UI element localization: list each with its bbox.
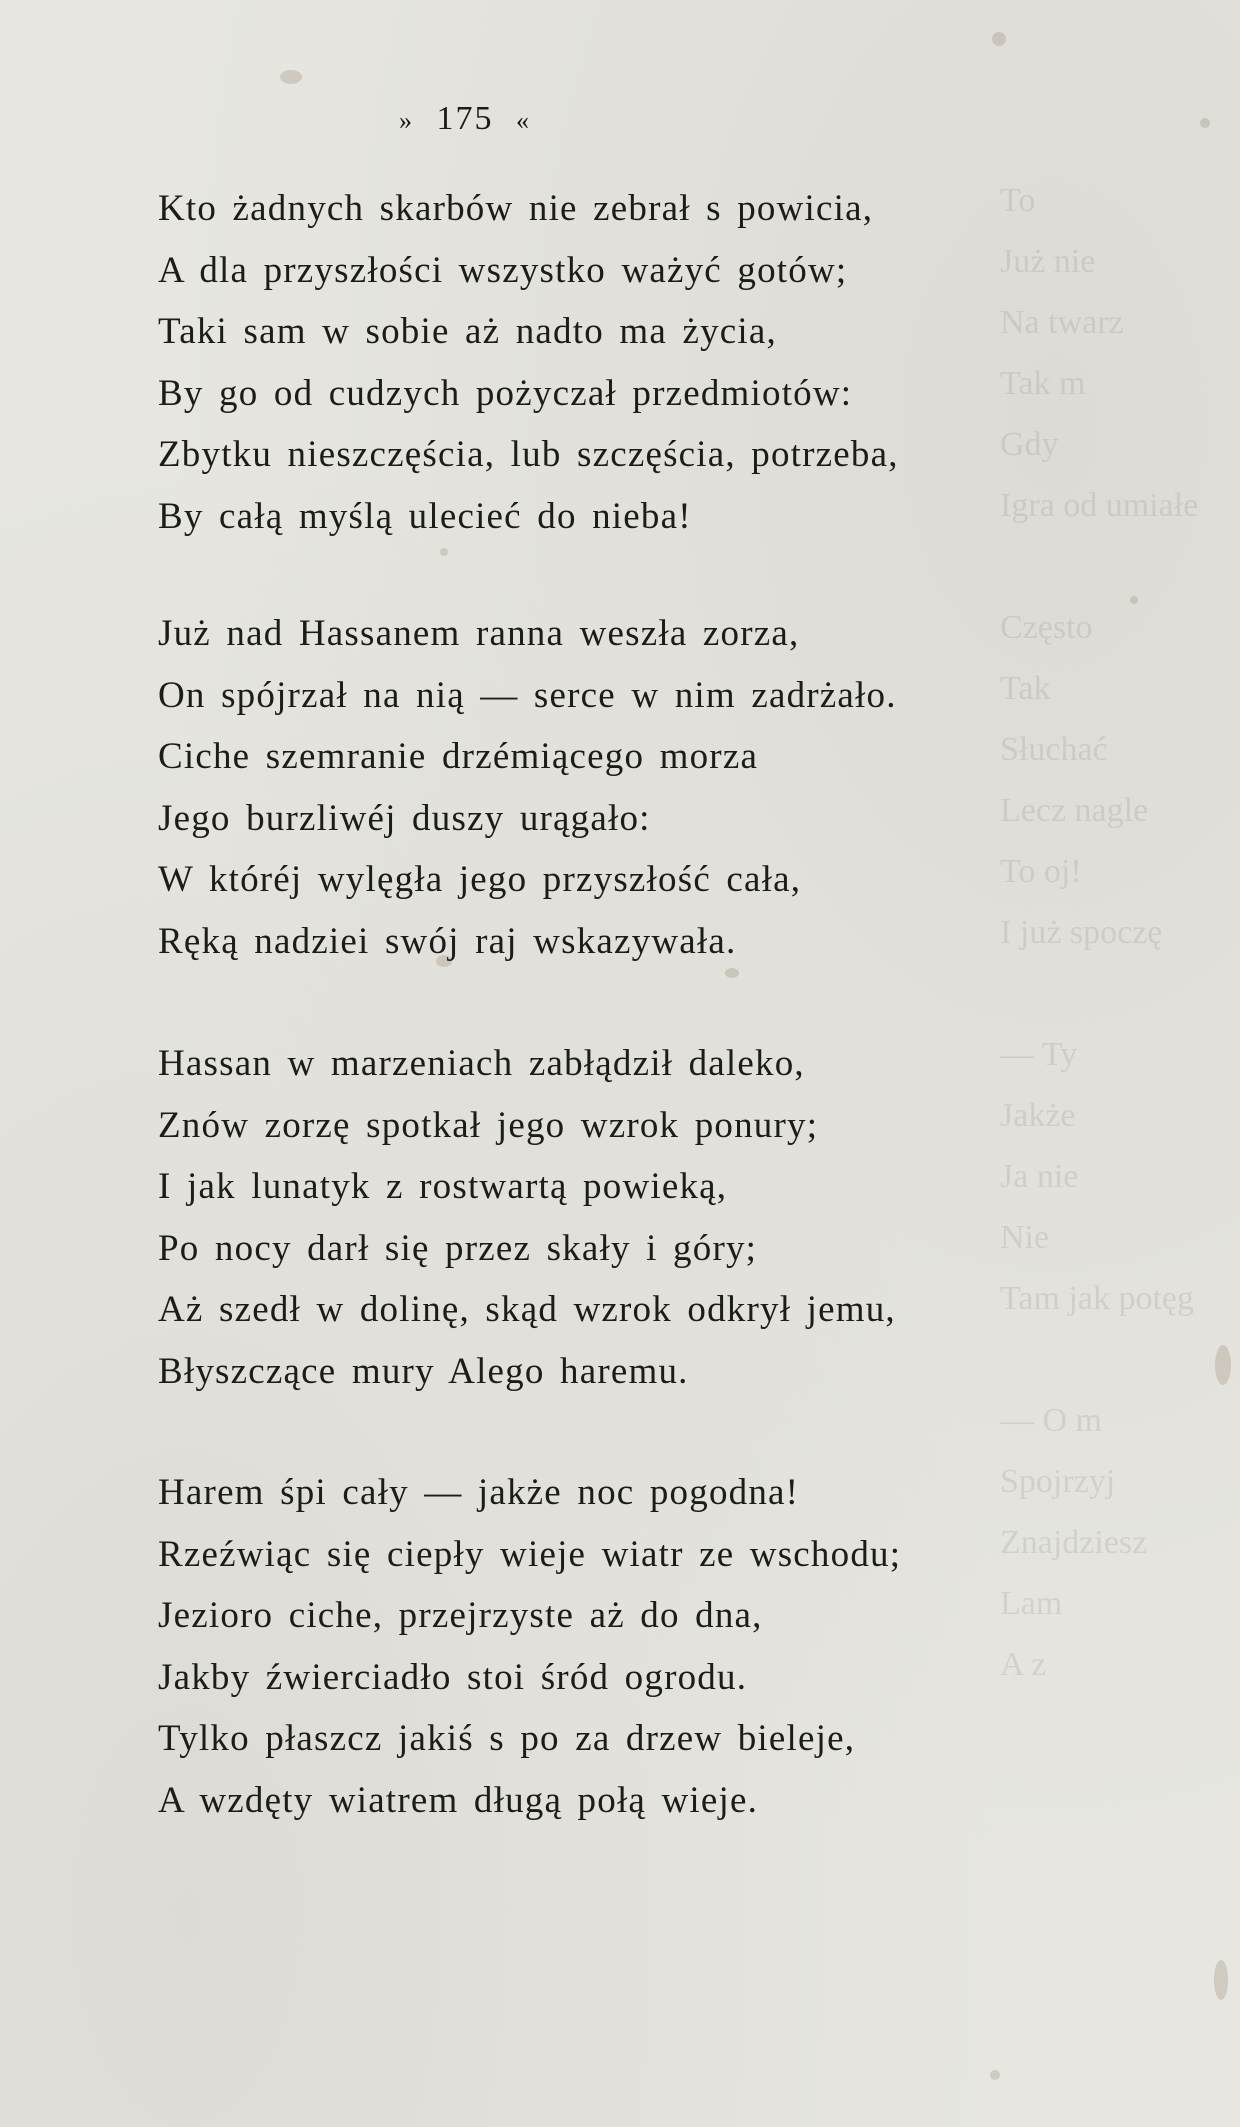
verse-line: Ciche szemranie drzémiącego morza [158, 736, 759, 777]
verse-line: W któréj wylęgła jego przyszłość cała, [158, 859, 802, 900]
stanza [158, 1462, 1038, 1831]
foxing-spot [1214, 1960, 1228, 2000]
verse-line: I jak lunatyk z rostwartą powieką, [158, 1166, 728, 1207]
verse-line: Już nad Hassanem ranna weszła zorza, [158, 613, 800, 654]
stanza [158, 178, 1038, 547]
show-through-text: To Już nie Na twarz Tak m Gdy Igra od umiałe Często Tak Słuchać Lecz nagle To oj! I już spoczę — Ty Jakże Ja nie Nie Tam jak potęg — O m Spojrzyj Znajdziesz Lam A z [1000, 182, 1199, 1683]
verse-line: Harem śpi cały — jakże noc pogodna! [158, 1472, 800, 1513]
verse-line: Hassan w marzeniach zabłądził daleko, [158, 1043, 805, 1084]
foxing-spot [1215, 1345, 1231, 1385]
verse-line: Zbytku nieszczęścia, lub szczęścia, potrzeba, [158, 434, 899, 475]
foxing-spot [992, 32, 1006, 46]
foxing-spot [1200, 118, 1210, 128]
verse-line: Błyszczące mury Alego haremu. [158, 1350, 689, 1392]
verse-line: Jego burzliwéj duszy urągało: [158, 797, 651, 839]
verse-line: A wzdęty wiatrem długą połą wieje. [158, 1779, 759, 1821]
foxing-spot [440, 548, 448, 556]
verse-line: Rzeźwiąc się ciepły wieje wiatr ze wschodu; [158, 1533, 902, 1575]
verse-line: Znów zorzę spotkał jego wzrok ponury; [158, 1104, 819, 1146]
verse-line: By całą myślą ulecieć do nieba! [158, 495, 692, 537]
verse-line: Ręką nadziei swój raj wskazywała. [158, 920, 737, 962]
ornament-right-icon: « [516, 106, 531, 136]
verse-line: Tylko płaszcz jakiś s po za drzew bieleje, [158, 1718, 856, 1759]
foxing-spot [990, 2070, 1000, 2080]
verse-line: On spójrzał na nią — serce w nim zadrżało. [158, 674, 897, 716]
foxing-spot [280, 70, 302, 84]
page-number: 175 [436, 100, 494, 137]
verse-line: Po nocy darł się przez skały i góry; [158, 1227, 758, 1269]
verse-line: Taki sam w sobie aż nadto ma życia, [158, 311, 777, 352]
verse-line: Aż szedł w dolinę, skąd wzrok odkrył jemu, [158, 1289, 896, 1330]
verse-line: Jakby źwierciadło stoi śród ogrodu. [158, 1656, 748, 1698]
stanza [158, 603, 1038, 972]
stanza [158, 1033, 1038, 1402]
page-number-header [0, 100, 930, 138]
verse-line: A dla przyszłości wszystko ważyć gotów; [158, 249, 848, 291]
foxing-spot [1130, 596, 1138, 604]
verse-line: Kto żadnych skarbów nie zebrał s powicia, [158, 188, 874, 229]
verse-line: Jezioro ciche, przejrzyste aż do dna, [158, 1595, 763, 1636]
verse-line: By go od cudzych pożyczał przedmiotów: [158, 372, 853, 414]
ornament-left-icon: » [399, 106, 414, 136]
